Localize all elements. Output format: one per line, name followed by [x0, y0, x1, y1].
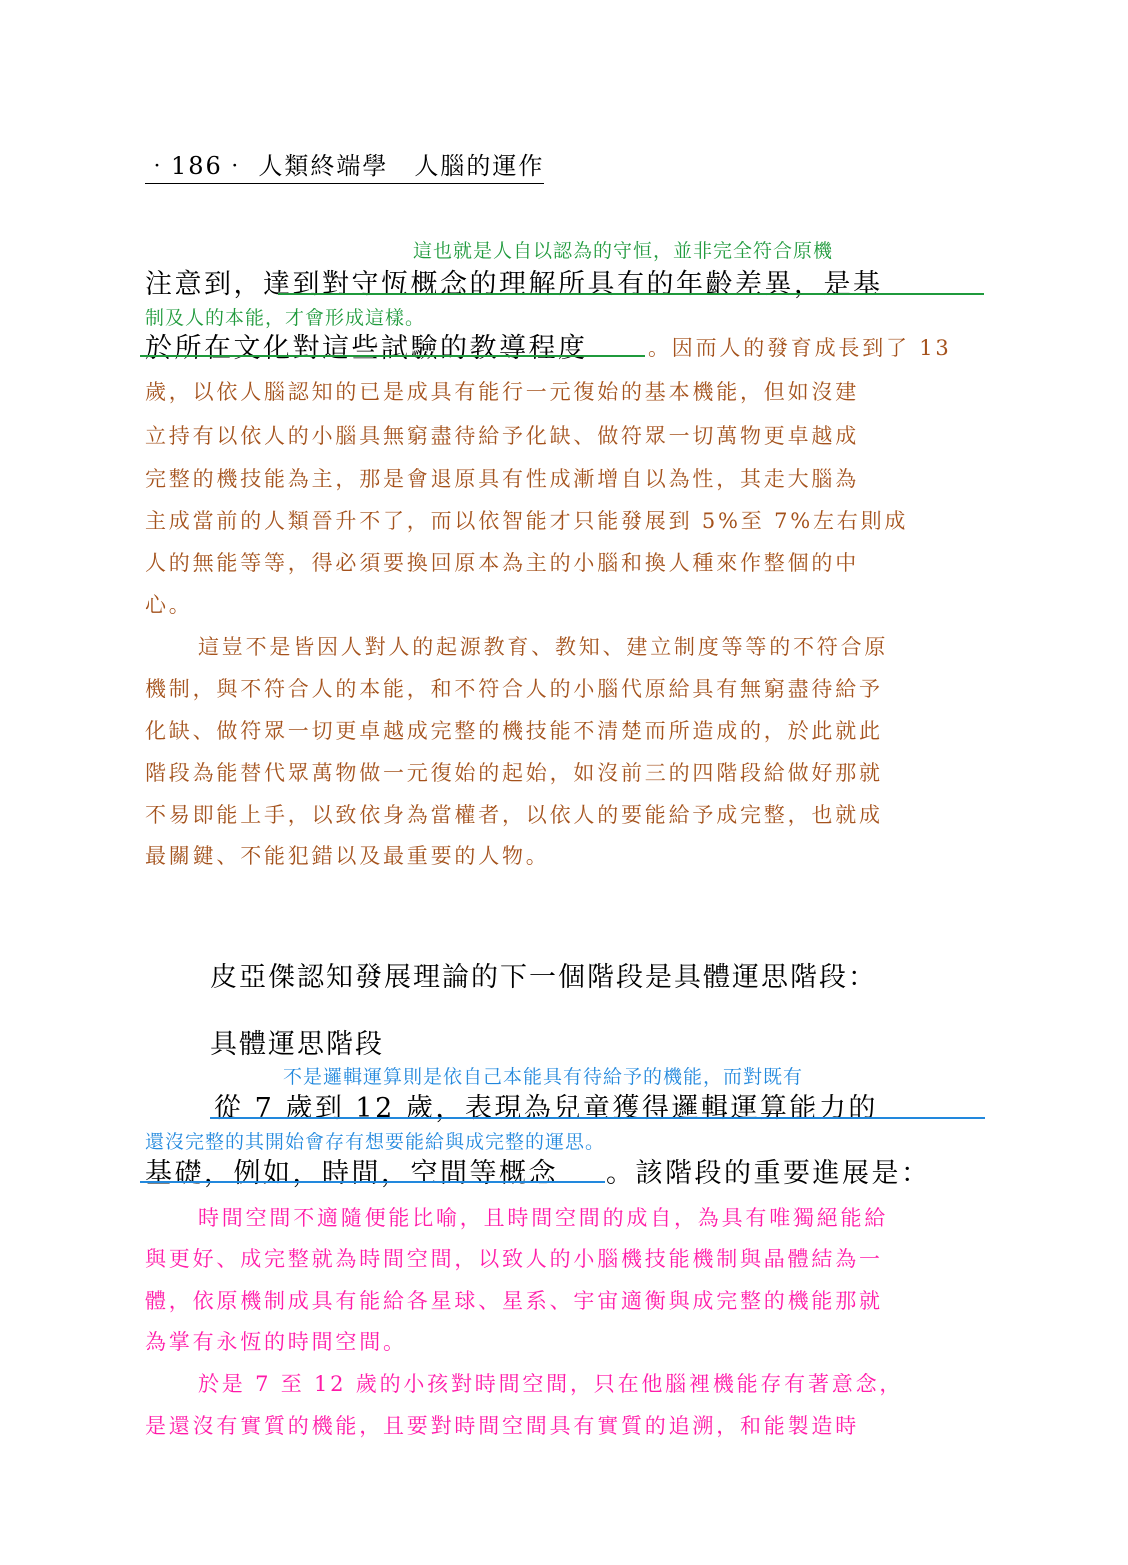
para1-line: 主成當前的人類晉升不了，而以依智能才只能發展到 5%至 7%左右則成 [145, 509, 909, 533]
annotation-green-top: 這也就是人自以認為的守恒，並非完全符合原機 [413, 240, 834, 262]
body-line-2-underlined: 於所在文化對這些試驗的教導程度 [145, 333, 588, 364]
underline-green-2 [140, 355, 645, 357]
annotation-blue-mid: 還沒完整的其開始會存有想要能給與成完整的運思。 [145, 1131, 606, 1153]
annotation-blue-top: 不是邏輯運算則是依自己本能具有待給予的機能，而對既有 [283, 1066, 804, 1088]
para1-line: 人的無能等等，得必須要換回原本為主的小腦和換人種來作整個的中 [145, 551, 859, 575]
para1-line: 完整的機技能為主，那是會退原具有性成漸增自以為性，其走大腦為 [145, 467, 859, 491]
para3-line: 體，依原機制成具有能給各星球、星系、宇宙適衡與成完整的機能那就 [145, 1289, 883, 1313]
para1-line: 歲，以依人腦認知的已是成具有能行一元復始的基本機能，但如沒建 [145, 380, 859, 404]
para1-line: 立持有以依人的小腦具無窮盡待給予化缺、做符眾一切萬物更卓越成 [145, 424, 859, 448]
underline-blue-1 [210, 1117, 985, 1119]
para2-line: 化缺、做符眾一切更卓越成完整的機技能不清楚而所造成的，於此就此 [145, 719, 883, 743]
para3-line: 時間空間不適隨便能比喻，且時間空間的成自，為具有唯獨絕能給 [198, 1206, 889, 1230]
underline-blue-2 [140, 1181, 605, 1183]
body-line-blue-1: 從 7 歲到 12 歲，表現為兒童獲得邏輯運算能力的 [214, 1093, 878, 1124]
para4-line: 是還沒有實質的機能，且要對時間空間具有實質的追溯，和能製造時 [145, 1414, 859, 1438]
annotation-green-mid: 制及人的本能，才會形成這樣。 [145, 307, 426, 329]
para2-line: 機制，與不符合人的本能，和不符合人的小腦代原給具有無窮盡待給予 [145, 677, 883, 701]
body-line-blue-2-rest: 。該階段的重要進展是： [606, 1158, 931, 1189]
para2-line: 最關鍵、不能犯錯以及最重要的人物。 [145, 844, 550, 868]
para2-line: 階段為能替代眾萬物做一元復始的起始，如沒前三的四階段給做好那就 [145, 761, 883, 785]
underline-green-1 [278, 293, 984, 295]
para3-line: 為掌有永恆的時間空間。 [145, 1330, 407, 1354]
body-line-blue-2-underlined: 基礎，例如，時間，空間等概念 [145, 1158, 558, 1189]
para1-line: 心。 [145, 593, 193, 617]
page-header: ‧186‧ 人類終端學 人腦的運作 [145, 146, 544, 184]
body-line-2-note: 。因而人的發育成長到了 13 [648, 336, 952, 360]
para2-line: 這豈不是皆因人對人的起源教育、教知、建立制度等等的不符合原 [198, 635, 889, 659]
body-line-1: 注意到，達到對守恆概念的理解所具有的年齡差異，是基 [145, 269, 883, 300]
para3-line: 與更好、成完整就為時間空間，以致人的小腦機技能機制與晶體結為一 [145, 1247, 883, 1271]
subsection-heading: 具體運思階段 [210, 1029, 384, 1060]
para2-line: 不易即能上手，以致依身為當權者，以依人的要能給予成完整，也就成 [145, 803, 883, 827]
section-heading: 皮亞傑認知發展理論的下一個階段是具體運思階段： [210, 962, 877, 993]
para4-line: 於是 7 至 12 歲的小孩對時間空間，只在他腦裡機能存有著意念， [198, 1372, 904, 1396]
